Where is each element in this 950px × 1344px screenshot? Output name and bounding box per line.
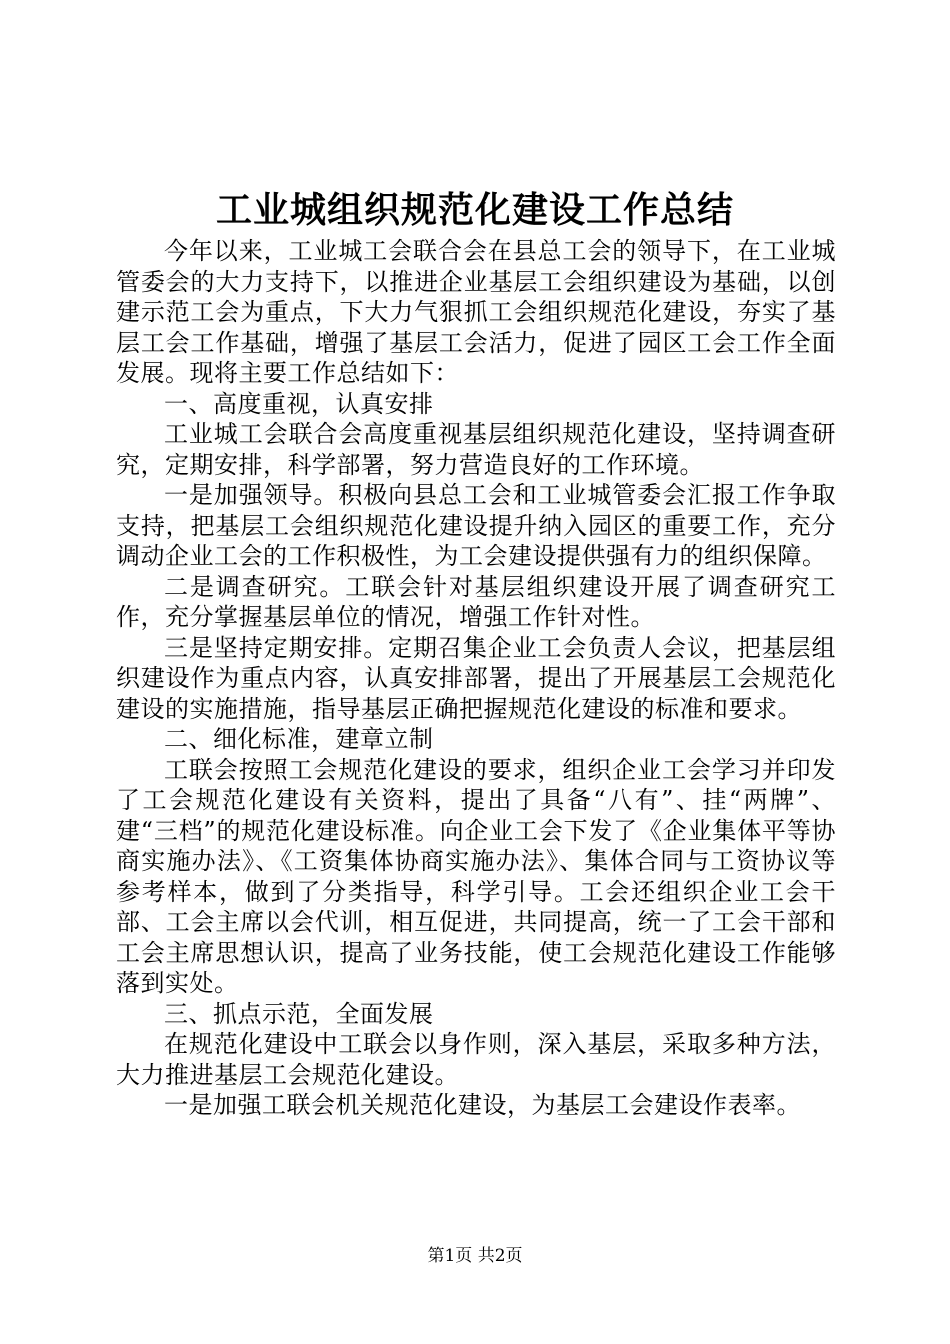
paragraph-intro: 今年以来，工业城工会联合会在县总工会的领导下，在工业城管委会的大力支持下，以推进企业基层工会组织建设为基础，以创建示范工会为重点，下大力气狠抓工会组织规范化建设，夯实了基层工会工作基础，增强了基层工会活力，促进了园区工会工作全面发展。现将主要工作总结如下： [116, 237, 836, 387]
paragraph: 二是调查研究。工联会针对基层组织建设开展了调查研究工作，充分掌握基层单位的情况，增强工作针对性。 [116, 572, 836, 631]
paragraph: 一是加强领导。积极向县总工会和工业城管委会汇报工作争取支持，把基层工会组织规范化建设提升纳入园区的重要工作，充分调动企业工会的工作积极性，为工会建设提供强有力的组织保障。 [116, 481, 836, 570]
paragraph: 三是坚持定期安排。定期召集企业工会负责人会议，把基层组织建设作为重点内容，认真安排部署，提出了开展基层工会规范化建设的实施措施，指导基层正确把握规范化建设的标准和要求。 [116, 633, 836, 723]
section-heading-2: 二、细化标准，建章立制 [164, 725, 434, 753]
document-body [116, 236, 836, 1121]
document-title: 工业城组织规范化建设工作总结 [215, 189, 734, 231]
page-footer: 第1页 共2页 [427, 1246, 523, 1266]
paragraph: 在规范化建设中工联会以身作则，深入基层，采取多种方法，大力推进基层工会规范化建设。 [116, 1030, 836, 1089]
paragraph: 一是加强工联会机关规范化建设，为基层工会建设作表率。 [164, 1091, 801, 1119]
paragraph: 工联会按照工会规范化建设的要求，组织企业工会学习并印发了工会规范化建设有关资料，提出了具备“八有”、挂“两牌”、建“三档”的规范化建设标准。向企业工会下发了《企业集体平等协商实施办法》、《工资集体协商实施办法》、集体合同与工资协议等参考样本，做到了分类指导，科学引导。工会还组织企业工会干部、工会主席以会代训，相互促进，共同提高，统一了工会干部和工会主席思想认识，提高了业务技能，使工会规范化建设工作能够落到实处。 [116, 755, 836, 997]
section-heading-1: 一、高度重视，认真安排 [164, 389, 434, 418]
section-heading-3: 三、抓点示范，全面发展 [164, 999, 434, 1028]
paragraph: 工业城工会联合会高度重视基层组织规范化建设，坚持调查研究，定期安排，科学部署，努力营造良好的工作环境。 [116, 420, 836, 479]
